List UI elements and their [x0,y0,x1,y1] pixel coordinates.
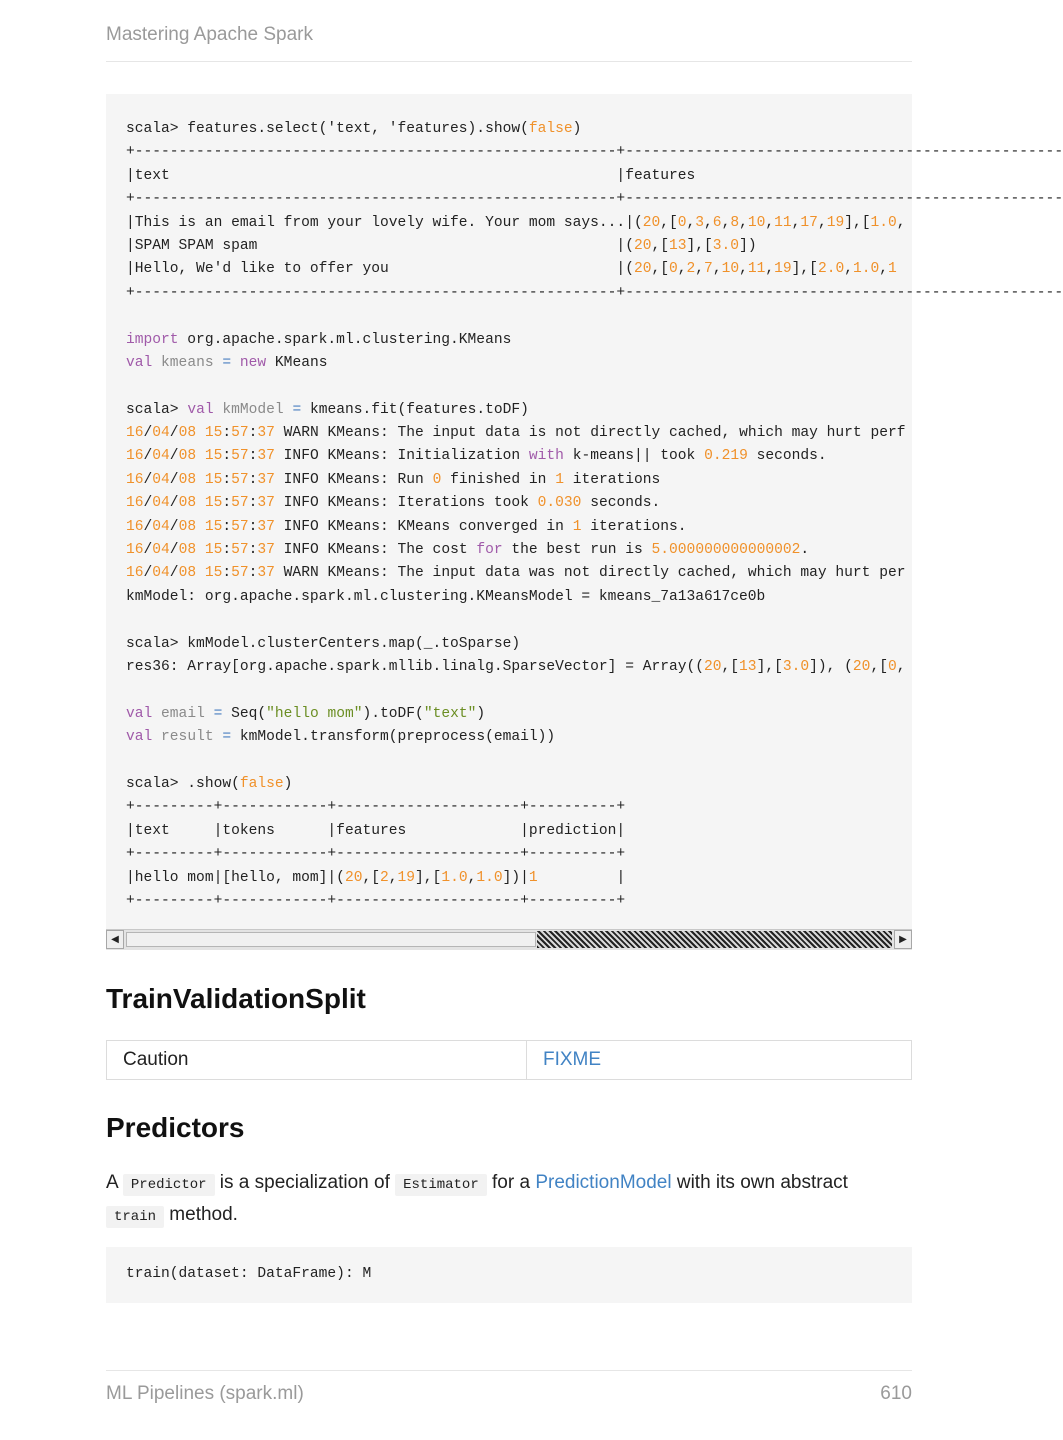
code-token: / [169,565,179,582]
code-token: "hello mom" [266,705,363,722]
para-text: for a [486,1172,536,1193]
code-token: 15 [204,471,223,488]
code-token: val [126,705,153,722]
code-token [152,706,161,722]
code-token: 3.0 [712,237,740,254]
inline-code-estimator: Estimator [395,1174,487,1196]
footer-divider [106,1370,912,1371]
code-token: ).toDF( [362,705,424,722]
code-token: email [161,705,205,722]
code-token: ,[ [660,214,678,231]
code-token [196,519,205,535]
code-line [126,703,912,726]
code-content [126,118,1063,913]
code-token: / [143,425,153,442]
code-token: INFO KMeans: Initialization [274,448,529,465]
scrollbar-track[interactable] [537,931,892,948]
code-line [126,165,912,188]
code-token: 15 [204,542,223,559]
code-token: ,[ [651,261,669,278]
code-token: |hello mom|[hello, mom]|( [126,869,345,886]
code-token: 37 [257,565,275,582]
code-token: 04 [152,518,170,535]
code-token: 57 [231,471,249,488]
code-token: +-------------------------------------------------------+-------------------------------------------------- [126,284,1063,301]
code-line [126,820,912,843]
code-token: : [248,565,258,582]
para-text: with its own abstract [671,1172,848,1193]
code-line [126,235,912,258]
code-token: ,[ [870,658,888,675]
code-token: 20 [704,658,722,675]
code-token: , [712,261,722,278]
horizontal-scrollbar[interactable] [106,929,912,950]
code-token: INFO KMeans: Run [274,471,433,488]
code-token: = [222,729,232,746]
code-token: 2 [686,261,696,278]
code-line [126,890,912,913]
code-token: +---------+------------+---------------------+----------+ [126,846,626,863]
code-token: 08 [178,425,197,442]
code-token: ]) [739,237,757,254]
code-line [126,422,912,445]
code-token: 04 [152,425,170,442]
code-token: 20 [633,261,652,278]
code-token: 0 [432,471,442,488]
code-token: import [126,331,179,348]
fixme-link[interactable]: FIXME [543,1049,602,1070]
code-token: 08 [178,471,197,488]
code-token: new [239,354,267,371]
code-token: val [126,354,153,371]
code-token: org.apache.spark.ml.clustering.KMeans [178,331,512,348]
code-block-train-signature [106,1247,912,1303]
code-token: ],[ [756,658,783,675]
code-token: 08 [178,495,197,512]
code-line [126,773,912,796]
code-token: 2.0 [817,261,845,278]
code-token: Seq( [222,705,267,722]
code-token: 57 [231,495,249,512]
code-token [196,448,205,464]
code-token: "text" [423,705,477,722]
code-token: , [704,214,713,231]
code-token: / [143,565,153,582]
code-line [126,562,912,585]
code-token: 17 [800,214,818,231]
code-token: +---------+------------+---------------------+----------+ [126,799,626,816]
code-line [126,445,912,468]
code-token [152,355,161,371]
para-text: method. [164,1204,238,1225]
code-token: ],[ [686,237,713,254]
code-token: , [844,261,853,278]
footer-page-number: 610 [880,1383,912,1404]
code-token: scala> kmModel.clusterCenters.map(_.toSparse) [126,635,521,652]
code-token: 15 [204,448,223,465]
para-text: is a specialization of [214,1172,396,1193]
code-token: 5.000000000000002 [651,542,801,559]
inline-code-train: train [106,1206,164,1228]
code-token: 08 [178,565,197,582]
code-token: / [169,542,179,559]
code-token: 57 [231,425,249,442]
code-token: / [143,471,153,488]
code-token: : [248,448,258,465]
code-token: 37 [257,471,275,488]
code-token: 16 [126,425,144,442]
para-text: A [106,1172,123,1193]
code-token: ],[ [844,214,871,231]
code-token: 19 [826,214,845,231]
code-token: 1.0 [476,869,503,886]
code-token [196,425,205,441]
code-line [126,212,912,235]
code-token [196,542,205,558]
code-token: ,[ [651,237,669,254]
code-token: 15 [204,495,223,512]
code-token: / [143,495,153,512]
code-token: / [143,518,153,535]
code-token: 3 [695,214,705,231]
code-token: +---------+------------+---------------------+----------+ [126,892,626,909]
inline-code-predictor: Predictor [123,1174,215,1196]
code-token: |Hello, We'd like to offer you |( [126,261,634,278]
code-token: 57 [231,518,249,535]
section-heading-trainvalidationsplit: TrainValidationSplit [106,983,366,1014]
code-token: for [476,542,503,559]
code-line [126,469,912,492]
caution-admonition [106,1040,912,1080]
code-token: : [248,425,258,442]
code-line [126,679,912,702]
code-token: 16 [126,495,144,512]
code-token: false [528,121,573,137]
code-token: scala> .show( [126,775,240,792]
code-token: , [677,261,687,278]
code-token: 04 [152,471,170,488]
code-token: KMeans [266,354,328,371]
section-heading-predictors: Predictors [106,1112,245,1143]
code-token: , [739,214,748,231]
code-token: kmModel: org.apache.spark.ml.clustering.KMeansModel = kmeans_7a13a617ce0b [126,588,766,605]
code-token: 11 [774,214,792,231]
code-line [126,305,912,328]
code-token: : [222,495,232,512]
code-token: 37 [257,542,275,559]
code-token: |SPAM SPAM spam |( [126,237,634,254]
code-token: , [695,261,705,278]
code-token: | [537,869,626,886]
code-token: , [721,214,731,231]
code-token: / [169,425,179,442]
code-line [126,750,912,773]
code-token: 0.219 [704,448,748,465]
code-token: ],[ [791,261,818,278]
code-token: 57 [231,542,249,559]
scroll-left-arrow-icon[interactable]: ◀ [106,930,124,949]
code-token: : [248,495,258,512]
code-token: / [169,448,179,465]
code-token: 1 [888,261,897,278]
code-token [231,355,240,371]
code-line [126,492,912,515]
code-line [126,258,912,281]
code-token: 1 [555,471,564,488]
code-token: finished in [441,471,556,488]
code-token: false [239,775,284,792]
code-token: res36: Array[org.apache.spark.mllib.linalg.SparseVector] = Array(( [126,658,705,675]
code-token: = [292,401,302,418]
code-token: / [143,448,153,465]
code-block-kmeans[interactable] [106,94,1063,950]
code-token: 15 [204,425,223,442]
code-token: 16 [126,448,144,465]
code-line [126,867,912,890]
code-token: 20 [642,214,661,231]
code-token: 08 [178,448,197,465]
code-token: / [169,518,179,535]
code-token: 1 [528,869,538,886]
code-token: / [169,471,179,488]
code-token: kmModel [222,401,284,418]
scroll-right-arrow-icon[interactable]: ▶ [894,930,912,949]
code-line [126,726,912,749]
code-token: 8 [730,214,740,231]
code-line [126,516,912,539]
code-token: : [248,518,258,535]
code-token [196,495,205,511]
code-token: result [161,729,214,746]
code-token [196,472,205,488]
code-token: ,[ [362,869,380,886]
code-token: 19 [774,261,792,278]
code-token: kmeans [161,354,214,371]
code-token [152,729,161,745]
code-token: +-------------------------------------------------------+-------------------------------------------------- [126,191,1063,208]
code-line [126,609,912,632]
code-token: WARN KMeans: The input data was not directly cached, which may hurt per [274,565,906,582]
code-token: , [791,214,801,231]
code-token: 15 [204,565,223,582]
code-token: , [879,261,889,278]
code-token: = [213,705,223,722]
code-token: 0 [887,658,897,675]
code-token: 0.030 [537,495,582,512]
code-token: 15 [204,518,223,535]
caution-label: Caution [107,1041,527,1079]
code-line [126,539,912,562]
code-token: 3.0 [782,658,810,675]
code-token: 57 [231,448,249,465]
code-token: INFO KMeans: The cost [274,542,477,559]
code-token: 10 [721,261,740,278]
code-token: 0 [668,261,678,278]
code-token: with [528,448,564,465]
scrollbar-thumb[interactable] [126,932,536,947]
code-token: : [248,542,258,559]
code-token: seconds. [747,448,827,465]
code-token: val [126,729,153,746]
code-token: |text |features [126,167,696,184]
code-line [126,329,912,352]
code-token: iterations [563,471,661,488]
code-line [126,375,912,398]
code-token: |text |tokens |features |prediction| [126,822,626,839]
code-token: ,[ [721,658,740,675]
code-token: 37 [257,448,275,465]
code-token: : [222,565,232,582]
code-token: , [686,214,696,231]
code-line [126,352,912,375]
code-token: kmeans.fit(features.toDF) [301,401,529,418]
code-line [126,586,912,609]
code-token: 20 [852,658,871,675]
code-token: 11 [747,261,766,278]
code-token: INFO KMeans: KMeans converged in [274,518,573,535]
code-token: k-means|| took [563,448,705,465]
header-divider [106,61,912,62]
code-token: 04 [152,448,170,465]
code-token: iterations. [581,518,687,535]
code-token: 37 [257,495,275,512]
code-token: / [143,542,153,559]
code-token: |This is an email from your lovely wife. Your mom says...|( [126,214,643,231]
code-token: : [222,471,232,488]
code-token: : [222,542,232,559]
code-token: 04 [152,542,170,559]
footer-chapter-title: ML Pipelines (spark.ml) [106,1383,304,1404]
code-line [126,282,1063,305]
code-token: 2 [379,869,389,886]
code-token: 16 [126,471,144,488]
code-token: 04 [152,495,170,512]
code-token: ])| [502,869,529,886]
code-token: , [896,214,906,231]
code-token: . [800,542,810,559]
code-token: 7 [704,261,713,278]
code-line [126,843,912,866]
code-token: 16 [126,542,144,559]
code-token: ) [572,121,582,137]
code-token: 10 [747,214,766,231]
code-token: ],[ [415,869,442,886]
code-token: : [222,448,232,465]
code-token: : [248,471,258,488]
code-token: = [222,354,232,371]
code-token: : [222,518,232,535]
code-token: ) [476,705,486,722]
code-token: 04 [152,565,170,582]
code-token: 16 [126,565,144,582]
code-token: 1.0 [870,214,897,231]
code-token: scala> features.select('text, 'features).show( [126,121,529,137]
code-token: 57 [231,565,249,582]
code-token: +-------------------------------------------------------+-------------------------------------------------- [126,144,1063,161]
code-line [126,188,1063,211]
code-token: , [467,869,477,886]
code-token: ]), ( [809,658,853,675]
code-line [126,141,1063,164]
code-token: , [817,214,827,231]
code-token: 37 [257,425,275,442]
code-token: 19 [397,869,416,886]
predictor-description [106,1168,912,1232]
code-token: INFO KMeans: Iterations took [274,495,538,512]
code-token: 08 [178,518,197,535]
code-token: 37 [257,518,275,535]
code-token: 6 [712,214,722,231]
code-token [196,565,205,581]
code-token: 13 [668,237,687,254]
code-token: , [765,261,775,278]
page-header-title: Mastering Apache Spark [106,24,314,45]
code-token: , [896,658,906,675]
code-token: 0 [677,214,687,231]
code-token: the best run is [502,542,652,559]
code-token: kmModel.transform(preprocess(email)) [231,729,556,746]
code-token: scala> [126,401,188,418]
code-token: , [765,214,775,231]
code-token: , [388,869,398,886]
code-token: 08 [178,542,197,559]
code-token: 13 [739,658,757,675]
code-token: 1.0 [852,261,880,278]
code-token: : [222,425,232,442]
code-line [126,118,912,141]
code-line [126,656,912,679]
code-line [126,633,912,656]
code-token: seconds. [581,495,661,512]
code-line [126,399,912,422]
code-token: 1.0 [441,869,468,886]
code-token: WARN KMeans: The input data is not directly cached, which may hurt perf [274,425,906,442]
train-signature-code: train(dataset: DataFrame): M [126,1266,372,1282]
code-line [126,796,912,819]
code-token: 20 [633,237,652,254]
code-token: 16 [126,518,144,535]
code-token: val [187,401,214,418]
code-token [205,706,214,722]
predictionmodel-link[interactable]: PredictionModel [535,1172,672,1193]
code-token: , [739,261,748,278]
code-token: ) [283,775,293,792]
code-token: 20 [344,869,363,886]
code-token: 1 [572,518,582,535]
code-token: / [169,495,179,512]
